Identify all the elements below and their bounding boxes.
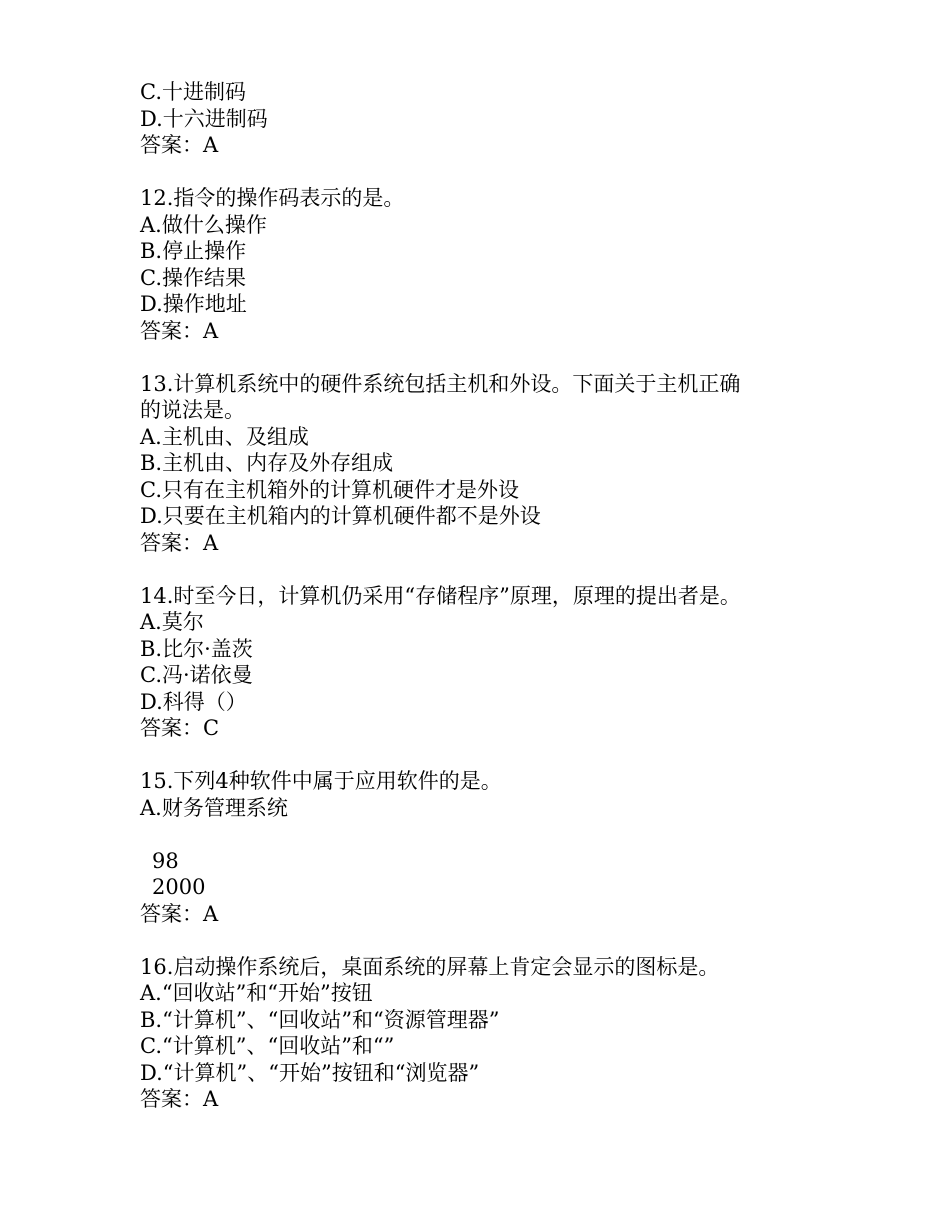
answer-line: 答案：A bbox=[140, 1087, 219, 1111]
option-d: D.操作地址 bbox=[140, 292, 247, 316]
blank-line bbox=[140, 159, 840, 186]
option-a: A.做什么操作 bbox=[140, 212, 267, 237]
answer-line: 答案：A bbox=[140, 133, 219, 157]
option-d: D.只要在主机箱内的计算机硬件都不是外设 bbox=[140, 504, 541, 528]
option-a: A.主机由、及组成 bbox=[140, 424, 309, 449]
option-fragment-2000: 2000 bbox=[152, 875, 206, 899]
option-c: C.“计算机”、“回收站”和“” bbox=[140, 1034, 395, 1058]
option-a: A.“回收站”和“开始”按钮 bbox=[140, 981, 373, 1005]
answer-line: 答案：A bbox=[140, 318, 219, 343]
option-b: B.主机由、内存及外存组成 bbox=[140, 451, 394, 475]
answer-line: 答案：A bbox=[140, 530, 219, 555]
question-list bbox=[140, 79, 840, 1113]
blank-line bbox=[140, 742, 840, 769]
option-a: A.财务管理系统 bbox=[140, 795, 288, 820]
question-13-continued: 的说法是。 bbox=[140, 398, 245, 422]
option-d: D.科得（） bbox=[140, 689, 247, 714]
question-12: 12.指令的操作码表示的是。 bbox=[140, 186, 405, 210]
option-c: C.只有在主机箱外的计算机硬件才是外设 bbox=[140, 477, 519, 502]
option-c: C.冯·诺依曼 bbox=[140, 663, 253, 687]
option-b: B.比尔·盖茨 bbox=[140, 636, 253, 661]
blank-line bbox=[140, 344, 840, 371]
answer-line: 答案：A bbox=[140, 901, 219, 926]
option-c: C.十进制码 bbox=[140, 80, 246, 104]
blank-line bbox=[140, 556, 840, 583]
question-13: 13.计算机系统中的硬件系统包括主机和外设。下面关于主机正确 bbox=[140, 371, 741, 396]
option-a: A.莫尔 bbox=[140, 610, 204, 634]
question-14: 14.时至今日，计算机仍采用“存储程序”原理，原理的提出者是。 bbox=[140, 583, 741, 608]
blank-line bbox=[140, 821, 840, 848]
blank-line bbox=[140, 927, 840, 954]
option-d: D.“计算机”、“开始”按钮和“浏览器” bbox=[140, 1060, 480, 1085]
answer-line: 答案：C bbox=[140, 716, 220, 740]
option-fragment-98: 98 bbox=[152, 848, 179, 873]
option-b: B.“计算机”、“回收站”和“资源管理器” bbox=[140, 1007, 500, 1032]
option-b: B.停止操作 bbox=[140, 239, 247, 263]
question-16: 16.启动操作系统后，桌面系统的屏幕上肯定会显示的图标是。 bbox=[140, 954, 720, 979]
question-15: 15.下列4种软件中属于应用软件的是。 bbox=[140, 769, 502, 793]
option-d: D.十六进制码 bbox=[140, 106, 268, 131]
option-c: C.操作结果 bbox=[140, 265, 246, 290]
